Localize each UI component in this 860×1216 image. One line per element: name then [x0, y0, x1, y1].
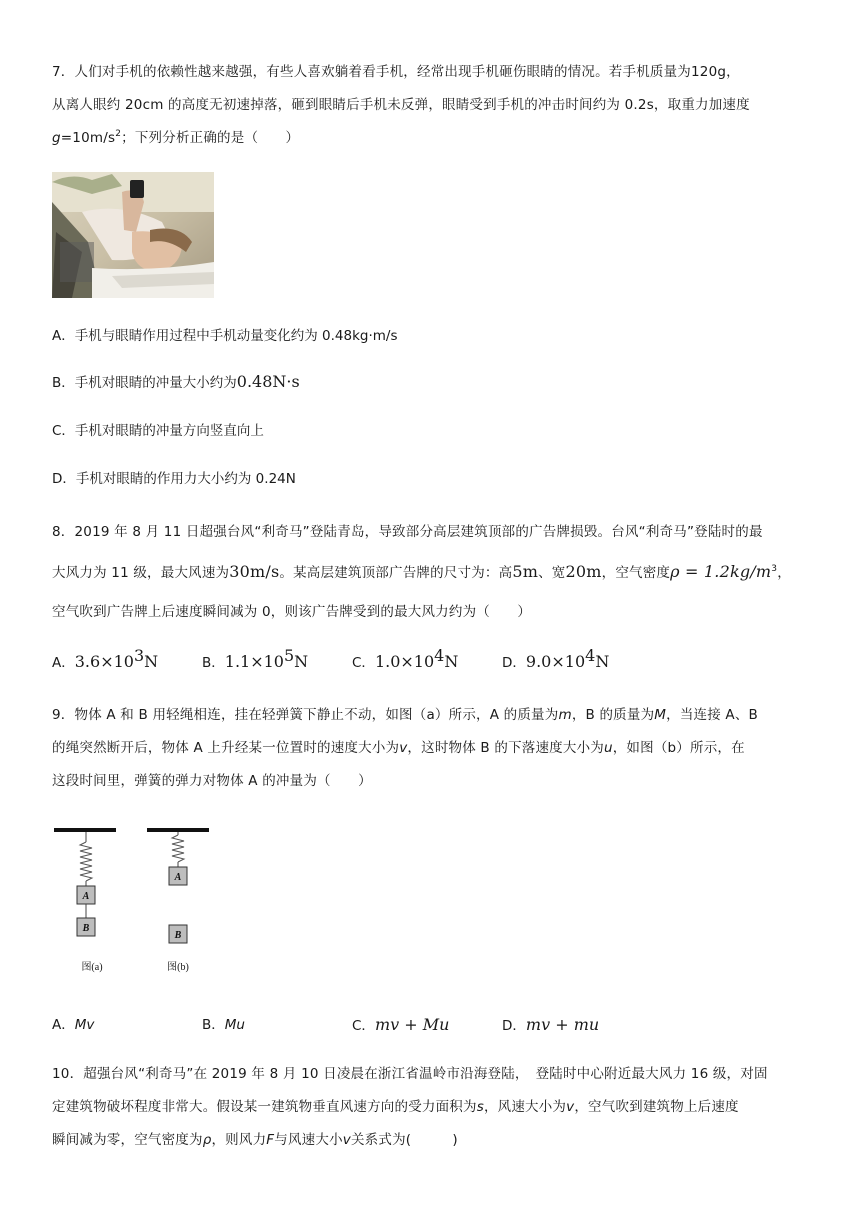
mass-b-symbol: M — [654, 707, 667, 723]
force-symbol: F — [266, 1132, 275, 1148]
q8-option-b-unit: N — [294, 652, 309, 671]
q10-line-2-text-a: 定建筑物破坏程度非常大。假设某一建筑物垂直风速方向的受力面积为 — [52, 1099, 477, 1115]
air-density-math: ρ = 1.2kg/m — [670, 562, 772, 581]
ceiling-a — [54, 828, 116, 832]
q9-option-a[interactable] — [52, 1013, 94, 1037]
q9-option-c-label: C． — [352, 1018, 375, 1034]
q9-option-a-expr: Mv — [74, 1017, 95, 1033]
question-10-stem — [52, 1058, 812, 1157]
q8-line-1: 8．2019 年 8 月 11 日超强台风“利奇马”登陆青岛，导致部分高层建筑顶部的广告牌损毁。台风“利奇马”登陆时的最 — [52, 524, 763, 540]
gravity-symbol: g — [52, 130, 61, 146]
q10-line-2-text-c: ，空气吹到建筑物上后速度 — [574, 1099, 739, 1115]
gravity-exponent: 2 — [115, 129, 122, 139]
q7-option-b[interactable] — [52, 371, 300, 394]
person-lying-with-phone-photo — [52, 172, 214, 298]
q9-option-c-expr: mv + Mu — [374, 1015, 450, 1034]
area-symbol: s — [476, 1099, 484, 1115]
q8-option-b-mantissa: 1.1×10 — [224, 652, 284, 671]
q10-line-3-text-b: ，则风力 — [211, 1132, 267, 1148]
spring-diagram — [52, 822, 222, 982]
q9-line-2-text-b: ，这时物体 B 的下落速度大小为 — [407, 740, 604, 756]
q9-line-2-text-c: ，如图（b）所示，在 — [612, 740, 745, 756]
wind-speed-symbol-2: v — [342, 1132, 351, 1148]
q8-option-a-exponent: 3 — [133, 646, 145, 665]
q9-line-1-text-c: ，当连接 A、B — [666, 707, 759, 723]
spring-b — [172, 835, 184, 862]
q8-option-c-exponent: 4 — [434, 646, 445, 665]
q10-line-3-text-d: 关系式为( ) — [350, 1132, 458, 1148]
density-symbol: ρ — [202, 1132, 212, 1148]
q8-option-d-mantissa: 9.0×10 — [525, 652, 586, 671]
q8-line-2-text-c: 。某高层建筑顶部广告牌的尺寸为：高 — [279, 565, 513, 581]
q10-line-3 — [52, 1124, 812, 1157]
q10-line-3-text-c: 与风速大小 — [274, 1132, 343, 1148]
q8-option-c[interactable] — [352, 646, 459, 675]
photo-illustration — [52, 172, 214, 298]
q7-option-c[interactable]: C．手机对眼睛的冲量方向竖直向上 — [52, 423, 264, 439]
velocity-a-symbol: v — [399, 740, 408, 756]
q8-option-a-mantissa: 3.6×10 — [74, 652, 134, 671]
q8-line-2-text-a: 大风力为 11 级，最大风速为 — [52, 565, 230, 581]
q9-options — [52, 1013, 752, 1037]
q8-option-d-unit: N — [595, 652, 610, 671]
q8-option-a-label: A． — [52, 655, 75, 671]
q7-line-2: 从离人眼约 20cm 的高度无初速掉落，砸到眼睛后手机未反弹，眼睛受到手机的冲击时间约为 0.2s，取重力加速度 — [52, 97, 750, 113]
q8-line-2-text-g: ，空气密度 — [601, 565, 671, 581]
q9-option-d-expr: mv + mu — [525, 1015, 600, 1034]
q8-option-a[interactable] — [52, 646, 159, 675]
q8-option-c-unit: N — [444, 652, 459, 671]
block-a-label-fig-a: A — [82, 891, 90, 902]
q9-option-d-label: D． — [502, 1018, 526, 1034]
ceiling-b — [147, 828, 209, 832]
q9-line-3: 这段时间里，弹簧的弹力对物体 A 的冲量为（ ） — [52, 773, 372, 789]
q9-line-1 — [52, 699, 812, 732]
q9-option-b-expr: Mu — [224, 1017, 245, 1033]
question-8-stem — [52, 513, 812, 632]
air-density-exponent: 3 — [771, 564, 778, 574]
block-b-label-fig-b: B — [174, 930, 182, 941]
mass-a-symbol: m — [558, 707, 572, 723]
q9-line-1-text-a: 9．物体 A 和 B 用轻绳相连，挂在轻弹簧下静止不动，如图（a）所示，A 的质量为 — [52, 707, 559, 723]
q7-option-d[interactable]: D．手机对眼睛的作用力大小约为 0.24N — [52, 471, 296, 487]
q10-line-2 — [52, 1091, 812, 1124]
block-b-label-fig-a: B — [82, 923, 90, 934]
gravity-value: =10m/s — [60, 130, 116, 146]
q8-option-b-label: B． — [202, 655, 225, 671]
caption-a: 图(a) — [81, 962, 103, 973]
q7-line-3 — [52, 122, 812, 155]
q9-line-2-text-a: 的绳突然断开后，物体 A 上升经某一位置时的速度大小为 — [52, 740, 400, 756]
q9-option-b[interactable] — [202, 1013, 245, 1037]
q8-option-d-exponent: 4 — [585, 646, 596, 665]
q7-question-tail: ；下列分析正确的是（ ） — [121, 130, 300, 146]
q8-option-b[interactable] — [202, 646, 309, 675]
q9-option-d[interactable] — [502, 1013, 599, 1038]
q9-option-a-label: A． — [52, 1017, 75, 1033]
q9-line-1-text-b: ，B 的质量为 — [571, 707, 655, 723]
q8-option-c-label: C． — [352, 655, 375, 671]
q7-option-a[interactable]: A．手机与眼睛作用过程中手机动量变化约为 0.48kg·m/s — [52, 328, 398, 344]
q8-option-a-unit: N — [144, 652, 159, 671]
spring-a — [80, 842, 92, 881]
wind-speed-symbol: v — [566, 1099, 575, 1115]
q8-option-d-label: D． — [502, 655, 526, 671]
q7-line-1: 7．人们对手机的依赖性越来越强，有些人喜欢躺着看手机，经常出现手机砸伤眼睛的情况。若手机质量为120g， — [52, 64, 740, 80]
q10-line-3-text-a: 瞬间减为零，空气密度为 — [52, 1132, 203, 1148]
q7-option-b-math: 0.48N·s — [236, 372, 300, 391]
q8-options — [52, 646, 752, 674]
caption-b: 图(b) — [167, 962, 189, 973]
q9-option-b-label: B． — [202, 1017, 225, 1033]
q8-line-2-text-i: ， — [777, 565, 791, 581]
q7-option-b-text: B．手机对眼睛的冲量大小约为 — [52, 375, 237, 391]
block-a-label-fig-b: A — [174, 872, 182, 883]
q8-line-2 — [52, 552, 812, 593]
q10-line-1: 10．超强台风“利奇马”在 2019 年 8 月 10 日凌晨在浙江省温岭市沿海登陆， 登陆时中心附近最大风力 16 级，对固 — [52, 1066, 768, 1082]
height-math: 5m — [512, 562, 539, 581]
q8-line-3: 空气吹到广告牌上后速度瞬间减为 0，则该广告牌受到的最大风力约为（ ） — [52, 604, 532, 620]
q9-option-c[interactable] — [352, 1013, 449, 1038]
velocity-b-symbol: u — [603, 740, 613, 756]
width-math: 20m — [565, 562, 602, 581]
wind-speed-math: 30m/s — [229, 562, 280, 581]
q9-line-2 — [52, 732, 812, 765]
q10-line-2-text-b: ，风速大小为 — [483, 1099, 567, 1115]
spring-block-figure — [52, 822, 222, 982]
q8-option-b-exponent: 5 — [283, 646, 295, 665]
q8-line-2-text-e: 、宽 — [538, 565, 566, 581]
question-7-stem — [52, 56, 812, 155]
q8-option-d[interactable] — [502, 646, 610, 675]
q8-option-c-mantissa: 1.0×10 — [374, 652, 435, 671]
question-9-stem — [52, 699, 812, 798]
